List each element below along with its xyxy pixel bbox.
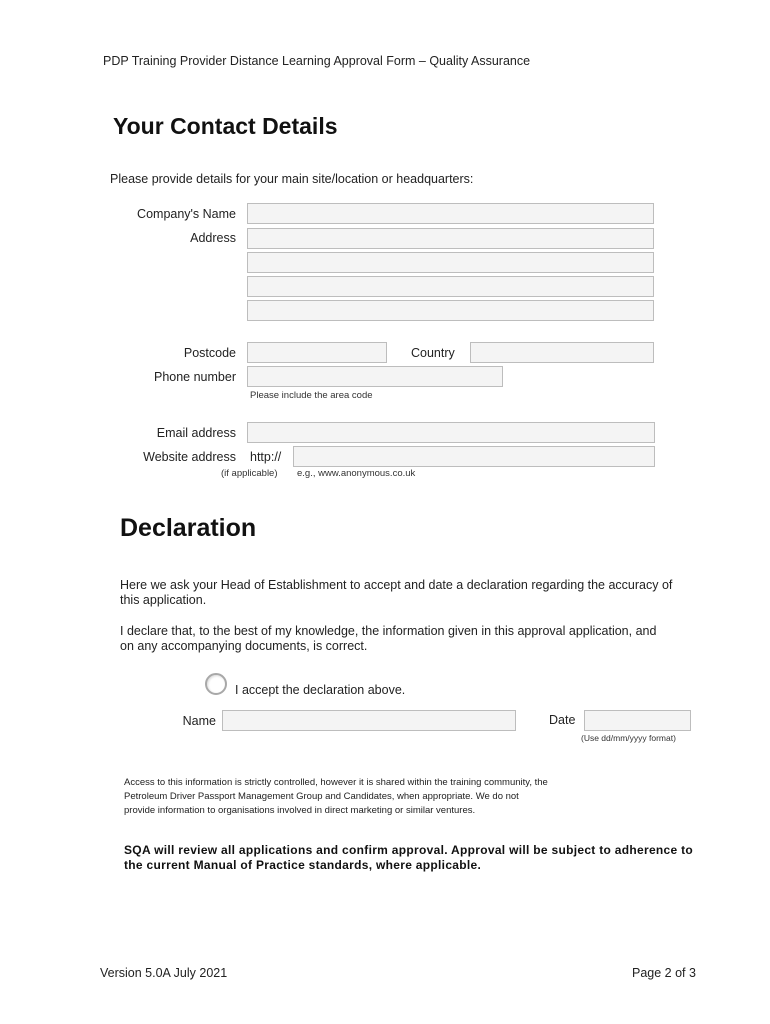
- declaration-para1-line1: Here we ask your Head of Establishment to accept and date a declaration regarding the accuracy of: [120, 578, 673, 592]
- website-applicable-note: (if applicable): [221, 468, 278, 479]
- footer-version: Version 5.0A July 2021: [100, 966, 228, 980]
- notice-line2: Petroleum Driver Passport Management Group and Candidates, when appropriate. We do not: [124, 791, 519, 802]
- footer-page-number: Page 2 of 3: [632, 966, 696, 980]
- address-label: Address: [190, 231, 236, 245]
- contact-intro: Please provide details for your main site/location or headquarters:: [110, 172, 474, 186]
- website-prefix: http://: [250, 450, 282, 464]
- review-line2: the current Manual of Practice standards, where applicable.: [124, 858, 482, 872]
- email-label: Email address: [156, 426, 236, 440]
- declaration-para2-line1: I declare that, to the best of my knowledge, the information given in this approval application, and: [120, 624, 657, 638]
- name-input[interactable]: [222, 710, 516, 731]
- country-label: Country: [411, 346, 455, 360]
- review-line1: SQA will review all applications and confirm approval. Approval will be subject to adherence to: [124, 843, 694, 857]
- postcode-label: Postcode: [183, 346, 236, 360]
- address-line-3-input[interactable]: [247, 276, 654, 297]
- notice-line3: provide information to organisations involved in direct marketing or similar ventures.: [124, 805, 476, 816]
- country-input[interactable]: [470, 342, 654, 363]
- accept-declaration-label: I accept the declaration above.: [235, 683, 406, 697]
- phone-label: Phone number: [153, 370, 236, 384]
- address-line-2-input[interactable]: [247, 252, 654, 273]
- postcode-input[interactable]: [247, 342, 387, 363]
- phone-input[interactable]: [247, 366, 503, 387]
- company-name-input[interactable]: [247, 203, 654, 224]
- website-input[interactable]: [293, 446, 655, 467]
- notice-line1: Access to this information is strictly controlled, however it is shared within the training community, the: [124, 777, 548, 788]
- email-input[interactable]: [247, 422, 655, 443]
- address-line-4-input[interactable]: [247, 300, 654, 321]
- accept-declaration-radio[interactable]: [205, 673, 227, 695]
- contact-heading: Your Contact Details: [113, 113, 338, 139]
- name-label: Name: [182, 714, 216, 728]
- company-name-label: Company's Name: [137, 207, 236, 221]
- date-hint: (Use dd/mm/yyyy format): [581, 733, 676, 743]
- date-label: Date: [549, 713, 576, 727]
- page-header: PDP Training Provider Distance Learning Approval Form – Quality Assurance: [103, 54, 531, 68]
- declaration-heading: Declaration: [120, 514, 257, 542]
- website-label: Website address: [143, 450, 236, 464]
- declaration-para1-line2: this application.: [120, 593, 207, 607]
- website-example: e.g., www.anonymous.co.uk: [297, 468, 416, 479]
- phone-hint: Please include the area code: [250, 390, 373, 401]
- address-line-1-input[interactable]: [247, 228, 654, 249]
- date-input[interactable]: [584, 710, 691, 731]
- declaration-para2-line2: on any accompanying documents, is correct.: [120, 639, 368, 653]
